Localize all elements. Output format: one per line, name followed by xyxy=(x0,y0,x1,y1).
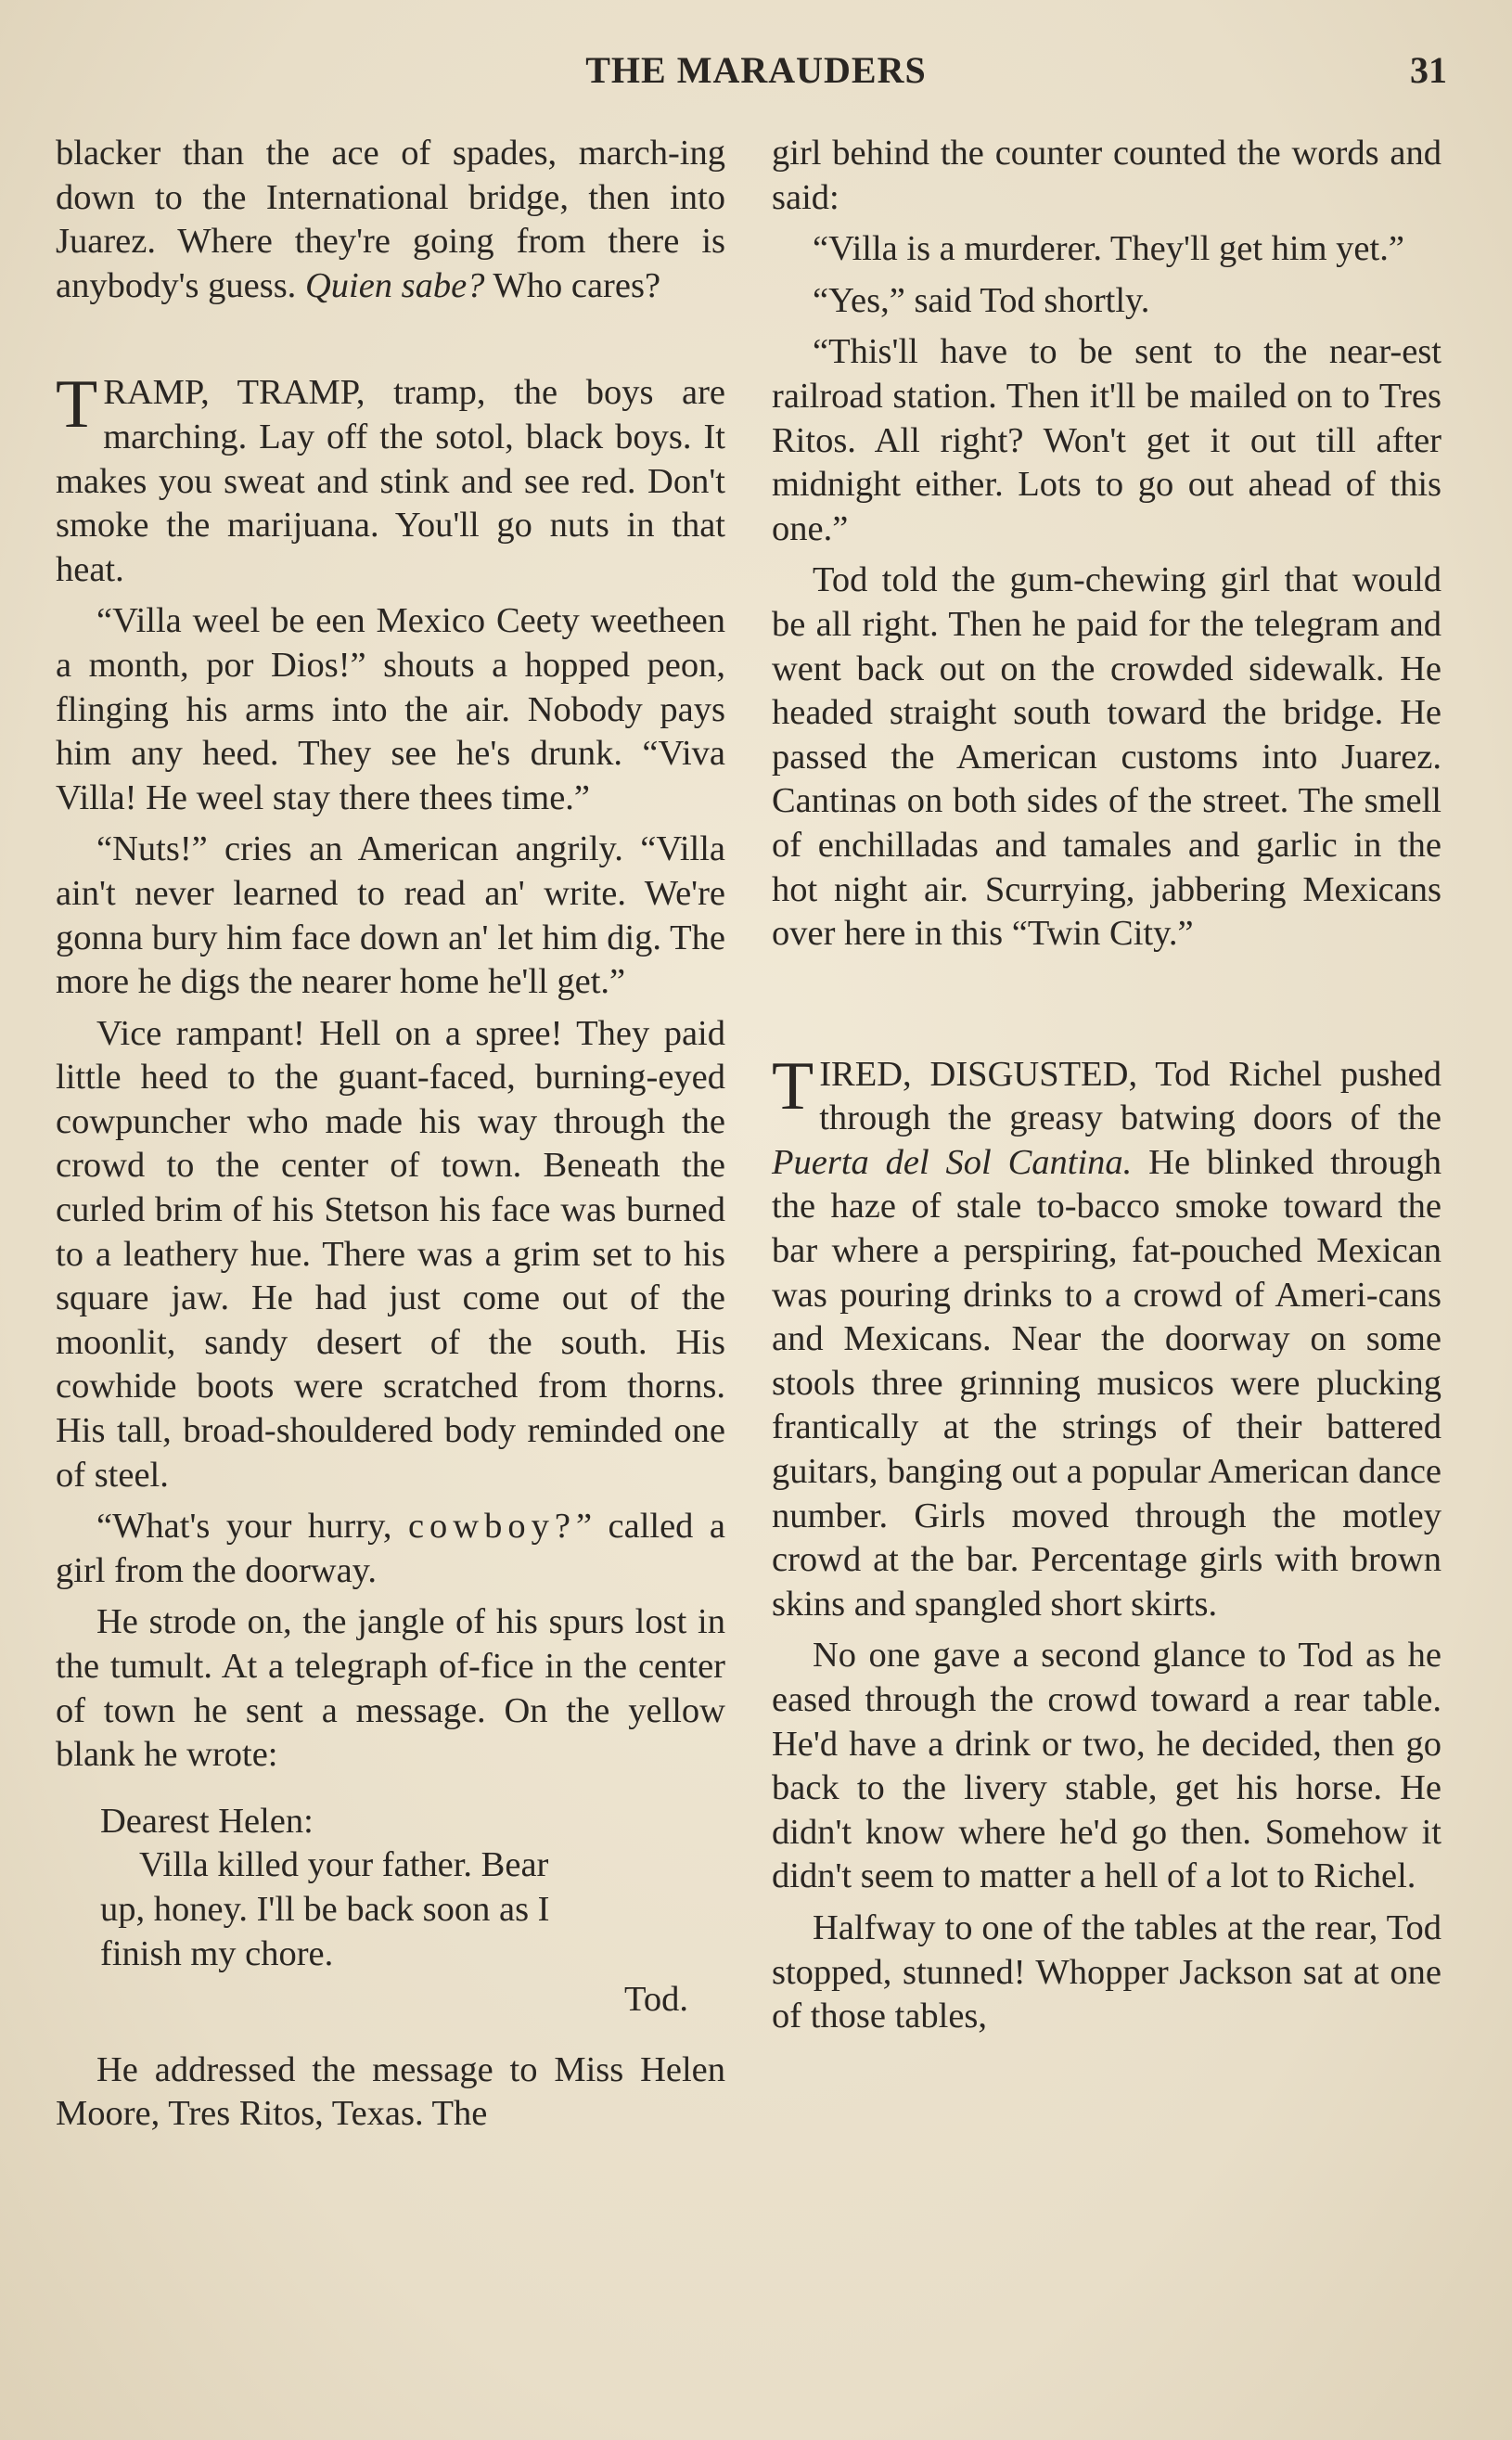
paragraph: “What's your hurry, cowboy?” called a girl from the doorway. xyxy=(56,1507,726,1590)
paragraph: Halfway to one of the tables at the rear, Tod stopped, stunned! Whopper Jackson sat at one of those tables, xyxy=(772,1907,1442,2036)
page-number: 31 xyxy=(1410,49,1447,91)
lead-in-caps: RAMP, TRAMP, xyxy=(103,373,365,413)
paragraph: “Yes,” said Tod shortly. xyxy=(813,280,1150,320)
paragraph: He addressed the message to Miss Helen Moore, Tres Ritos, Texas. The xyxy=(56,2049,725,2134)
paragraph: No one gave a second glance to Tod as he eased through the crowd toward a rear table. He'd have a drink or two, he decided, then go back to the livery stable, get his horse. He didn't know where he'd go then. Somehow it didn't seem to matter a hell of a lot to Richel. xyxy=(772,1636,1442,1896)
paragraph: Tod told the gum-chewing girl that would be all right. Then he paid for the telegram and went back out on the crowded sidewalk. He headed straight south toward the bridge. He passed the American customs into Juarez. Cantinas on both sides of the street. The smell of enchilladas and tamales and garlic in the hot night air. Scurrying, jabbering Mexicans over here in this “Twin City.” xyxy=(772,560,1442,954)
message-line: Villa killed your father. Bear xyxy=(139,1845,549,1885)
section-break xyxy=(56,315,725,371)
message-line: up, honey. I'll be back soon as I xyxy=(100,1889,550,1929)
paragraph: blacker than the ace of spades, march-ing down to the International bridge, then into Juarez. Where they're going from there is anybody's guess. Quien sabe? Who cares? xyxy=(56,134,725,305)
message-salutation: Dearest Helen: xyxy=(100,1801,314,1841)
paragraph: “Nuts!” cries an American angrily. “Villa ain't never learned to read an' write. We're gonna bury him face down an' let him dig. The more he digs the nearer home he'll get.” xyxy=(56,829,725,1002)
left-column xyxy=(56,132,725,2144)
message-line: finish my chore. xyxy=(100,1933,334,1973)
paragraph: girl behind the counter counted the words and said: xyxy=(772,134,1442,217)
paragraph: Vice rampant! Hell on a spree! They paid little heed to the guant-faced, burning-eyed cowpuncher who made his way through the crowd to the center of town. Beneath the curled brim of his Stetson his face was burned to a leathery hue. There was a grim set to his square jaw. He had just come out of the moonlit, sandy desert of the south. His cowhide boots were scratched from thorns. His tall, broad-shouldered body reminded one of steel. xyxy=(56,1013,725,1495)
section-opening-paragraph: TRAMP, TRAMP, tramp, the boys are marching. Lay off the sotol, black boys. It makes you sweat and stink and see red. Don't smoke the marijuana. You'll go nuts in that heat. xyxy=(56,366,725,589)
paragraph: “This'll have to be sent to the near-est railroad station. Then it'll be mailed on to Tres Ritos. All right? Won't get it out till after midnight either. Lots to go out ahead of this one.” xyxy=(772,332,1442,548)
drop-cap: T xyxy=(56,366,98,443)
paragraph: “Villa weel be een Mexico Ceety weetheen a month, por Dios!” shouts a hopped peon, flinging his arms into the air. Nobody pays him any heed. They see he's drunk. “Viva Villa! He weel stay there thees time.” xyxy=(56,601,725,817)
spaced-word: cowboy? xyxy=(407,1507,576,1547)
message-signature: Tod. xyxy=(624,1980,688,2020)
right-column xyxy=(772,132,1442,2047)
running-title: THE MARAUDERS xyxy=(585,49,927,91)
lead-in-caps: IRED, DISGUSTED, xyxy=(819,1054,1138,1094)
paragraph: He strode on, the jangle of his spurs lost in the tumult. At a telegraph of-fice in the center of town he sent a message. On the yellow blank he wrote: xyxy=(56,1602,725,1775)
running-header xyxy=(0,48,1512,104)
paragraph: “Villa is a murderer. They'll get him yet.” xyxy=(813,229,1404,269)
italic-phrase: Puerta del Sol Cantina. xyxy=(772,1142,1133,1182)
section-break xyxy=(772,964,1442,1053)
telegram-message xyxy=(56,1800,725,2023)
section-opening-paragraph: TIRED, DISGUSTED, Tod Richel pushed through the greasy batwing doors of the Puerta del Sol Cantina. He blinked through the haze of stale to-bacco smoke toward the bar where a perspiring, fat-pouched Mexican was pouring drinks to a crowd of Ameri-cans and Mexicans. Near the doorway on some stools three grinning musicos were plucking frantically at the strings of their battered guitars, banging out a popular American dance number. Girls moved through the motley crowd at the bar. Percentage girls with brown skins and spangled short skirts. xyxy=(772,1047,1442,1624)
drop-cap: T xyxy=(772,1047,814,1124)
italic-phrase: Quien sabe? xyxy=(304,265,485,305)
